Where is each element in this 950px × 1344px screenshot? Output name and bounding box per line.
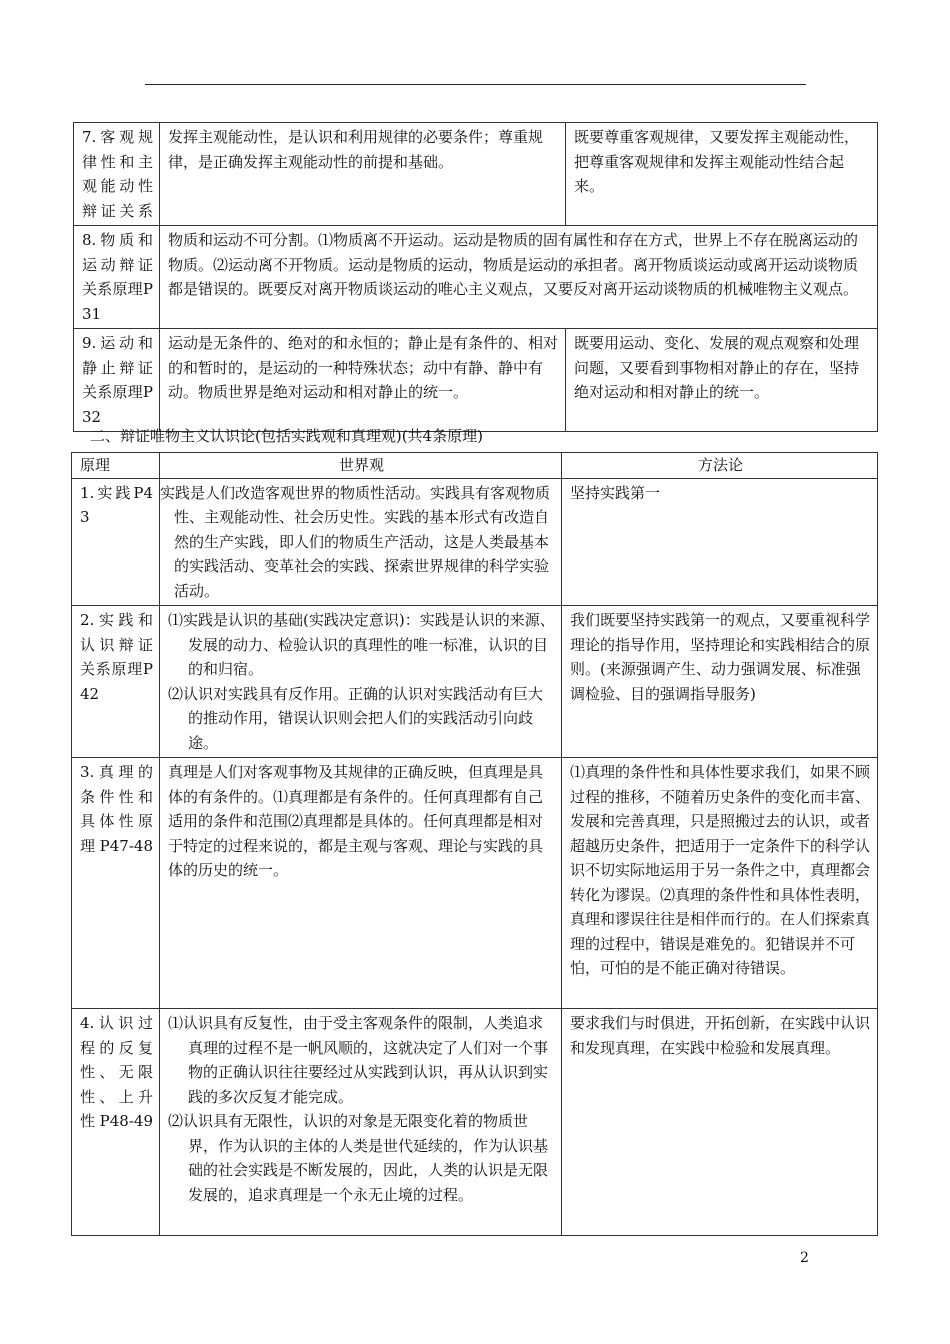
table-row bbox=[72, 606, 878, 758]
principles-table-2 bbox=[71, 452, 878, 1236]
table-row bbox=[72, 478, 878, 606]
method-cell: 我们既要坚持实践第一的观点，又要重视科学理论的指导作用，坚持理论和实践相结合的原则。(来源强调产生、动力强调发展、标准强调检验、目的强调指导服务) bbox=[562, 606, 878, 758]
page-number: 2 bbox=[800, 1250, 809, 1266]
header-method: 方法论 bbox=[562, 453, 878, 479]
table-row bbox=[72, 758, 878, 1009]
world-view-cell: 运动是无条件的、绝对的和永恒的；静止是有条件的、相对的和暂时的，是运动的一种特殊状态；动中有静、静中有动。物质世界是绝对运动和相对静止的统一。 bbox=[160, 329, 566, 432]
method-cell: 既要尊重客观规律，又要发挥主观能动性，把尊重客观规律和发挥主观能动性结合起来。 bbox=[566, 123, 878, 226]
principle-cell: 7.客观规律性和主观能动性辩证关系 bbox=[74, 123, 160, 226]
table-header-row bbox=[72, 453, 878, 479]
principle-cell: 8.物质和运动辩证关系原理P31 bbox=[74, 226, 160, 329]
principle-cell: 2.实践和认识辩证关系原理P42 bbox=[72, 606, 160, 758]
combined-cell: 物质和运动不可分割。⑴物质离不开运动。运动是物质的固有属性和存在方式，世界上不存在脱离运动的物质。⑵运动离不开物质。运动是物质的运动，物质是运动的承担者。离开物质谈运动或离开运动谈物质都是错误的。既要反对离开物质谈运动的唯心主义观点，又要反对离开运动谈物质的机械唯物主义观点。 bbox=[160, 226, 878, 329]
world-view-item: ⑴实践是认识的基础(实践决定意识)：实践是认识的来源、发展的动力、检验认识的真理性的唯一标准，认识的目的和归宿。 bbox=[168, 611, 555, 678]
principles-table-1 bbox=[73, 122, 878, 432]
principle-cell: 9.运动和静止辩证关系原理P32 bbox=[74, 329, 160, 432]
world-view-cell: 发挥主观能动性，是认识和利用规律的必要条件；尊重规律，是正确发挥主观能动性的前提和基础。 bbox=[160, 123, 566, 226]
table-row bbox=[74, 226, 878, 329]
table-row bbox=[74, 123, 878, 226]
method-cell: ⑴真理的条件性和具体性要求我们，如果不顾过程的推移，不随着历史条件的变化而丰富、发展和完善真理，只是照搬过去的认识，或者超越历史条件，把适用于一定条件下的科学认识不切实际地运用于另一条件之中，真理都会转化为谬误。⑵真理的条件性和具体性表明，真理和谬误往往是相伴而行的。在人们探索真理的过程中，错误是难免的。犯错误并不可怕，可怕的是不能正确对待错误。 bbox=[562, 758, 878, 1009]
header-rule bbox=[145, 84, 806, 85]
header-world-view: 世界观 bbox=[160, 453, 562, 479]
world-view-cell bbox=[160, 1009, 562, 1236]
principle-cell: 1.实践P43 bbox=[72, 478, 160, 606]
section-title: 二、辩证唯物主义认识论(包括实践观和真理观)(共4条原理) bbox=[90, 427, 483, 445]
table-row bbox=[72, 1009, 878, 1236]
world-view-item: ⑴认识具有反复性，由于受主客观条件的限制，人类追求真理的过程不是一帆风顺的，这就决定了人们对一个事物的正确认识往往要经过从实践到认识，再从认识到实践的多次反复才能完成。 bbox=[168, 1014, 549, 1106]
principle-cell: 3.真理的条件性和具体性原理P47-48 bbox=[72, 758, 160, 1009]
world-view-cell bbox=[160, 606, 562, 758]
world-view-cell: 真理是人们对客观事物及其规律的正确反映，但真理是具体的有条件的。⑴真理都是有条件的。任何真理都有自己适用的条件和范围⑵真理都是具体的。任何真理都是相对于特定的过程来说的，都是主观与客观、理论与实践的具体的历史的统一。 bbox=[160, 758, 562, 1009]
world-view-cell: 实践是人们改造客观世界的物质性活动。实践具有客观物质性、主观能动性、社会历史性。实践的基本形式有改造自然的生产实践，即人们的物质生产活动，这是人类最基本的实践活动、变革社会的实践、探索世界规律的科学实验活动。 bbox=[160, 478, 562, 606]
header-principle: 原理 bbox=[72, 453, 160, 479]
principle-cell: 4.认识过程的反复性、无限性、上升性P48-49 bbox=[72, 1009, 160, 1236]
table-row bbox=[74, 329, 878, 432]
world-view-item: ⑵认识对实践具有反作用。正确的认识对实践活动有巨大的推动作用，错误认识则会把人们的实践活动引向歧途。 bbox=[168, 684, 544, 752]
method-cell: 既要用运动、变化、发展的观点观察和处理问题，又要看到事物相对静止的存在，坚持绝对运动和相对静止的统一。 bbox=[566, 329, 878, 432]
world-view-item: ⑵认识具有无限性，认识的对象是无限变化着的物质世界，作为认识的主体的人类是世代延续的，作为认识基础的社会实践是不断发展的，因此，人类的认识是无限发展的，追求真理是一个永无止境的过程。 bbox=[168, 1112, 549, 1204]
method-cell: 坚持实践第一 bbox=[562, 478, 878, 606]
method-cell: 要求我们与时俱进，开拓创新，在实践中认识和发现真理，在实践中检验和发展真理。 bbox=[562, 1009, 878, 1236]
